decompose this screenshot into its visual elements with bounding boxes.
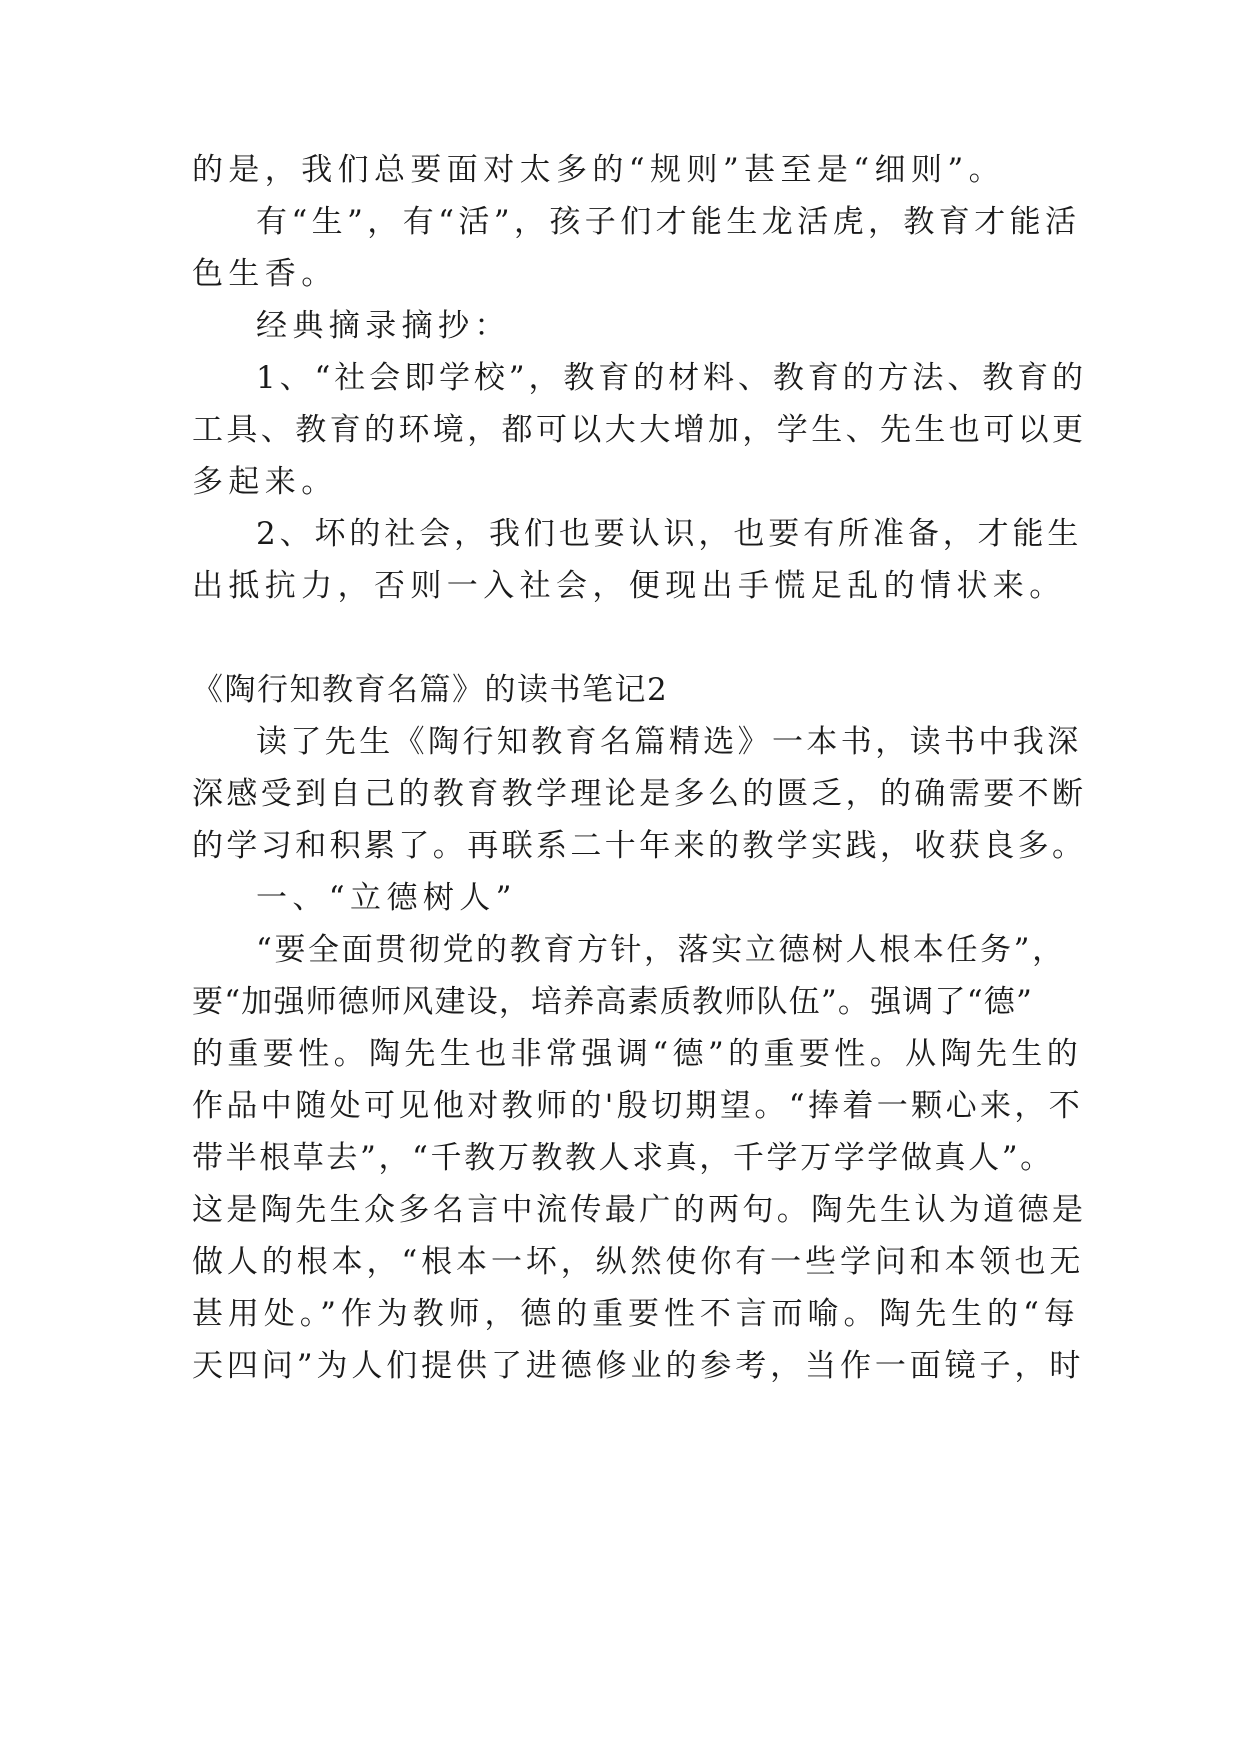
paragraph-line: 天四问”为人们提供了进德修业的参考，当作一面镜子，时 bbox=[192, 1348, 1085, 1384]
paragraph-line: 做人的根本，“根本一坏，纵然使你有一些学问和本领也无 bbox=[192, 1244, 1085, 1280]
paragraph-line: “要全面贯彻党的教育方针，落实立德树人根本任务”， bbox=[256, 932, 1066, 968]
paragraph-line: 一、“立德树人” bbox=[256, 880, 517, 916]
paragraph-line: 经典摘录摘抄： bbox=[256, 308, 511, 344]
paragraph-line: 的学习和积累了。再联系二十年来的教学实践，收获良多。 bbox=[192, 828, 1087, 864]
paragraph-line: 1、“社会即学校”，教育的材料、教育的方法、教育的 bbox=[256, 360, 1087, 396]
paragraph-line: 这是陶先生众多名言中流传最广的两句。陶先生认为道德是 bbox=[192, 1192, 1087, 1228]
paragraph-line: 工具、教育的环境，都可以大大增加，学生、先生也可以更 bbox=[192, 412, 1087, 448]
paragraph-line: 深感受到自己的教育教学理论是多么的匮乏，的确需要不断 bbox=[192, 776, 1087, 812]
paragraph-line: 2、坏的社会，我们也要认识，也要有所准备，才能生 bbox=[256, 516, 1083, 552]
paragraph-line: 要“加强师德师风建设，培养高素质教师队伍”。强调了“德” bbox=[192, 984, 1033, 1020]
paragraph-line: 有“生”，有“活”，孩子们才能生龙活虎，教育才能活 bbox=[256, 204, 1081, 240]
paragraph-line: 作品中随处可见他对教师的'殷切期望。“捧着一颗心来，不 bbox=[192, 1088, 1084, 1124]
paragraph-line: 甚用处。”作为教师，德的重要性不言而喻。陶先生的“每 bbox=[192, 1296, 1080, 1332]
paragraph-line: 出抵抗力，否则一入社会，便现出手慌足乱的情状来。 bbox=[192, 568, 1066, 604]
paragraph-line: 读了先生《陶行知教育名篇精选》一本书，读书中我深 bbox=[256, 724, 1082, 760]
paragraph-line: 色生香。 bbox=[192, 256, 338, 292]
paragraph-line: 的重要性。陶先生也非常强调“德”的重要性。从陶先生的 bbox=[192, 1036, 1083, 1072]
paragraph-line: 带半根草去”，“千教万教教人求真，千学万学学做真人”。 bbox=[192, 1140, 1054, 1176]
section-title: 《陶行知教育名篇》的读书笔记2 bbox=[192, 672, 669, 708]
paragraph-line: 多起来。 bbox=[192, 464, 338, 500]
paragraph-line: 的是，我们总要面对太多的“规则”甚至是“细则”。 bbox=[192, 152, 1005, 188]
